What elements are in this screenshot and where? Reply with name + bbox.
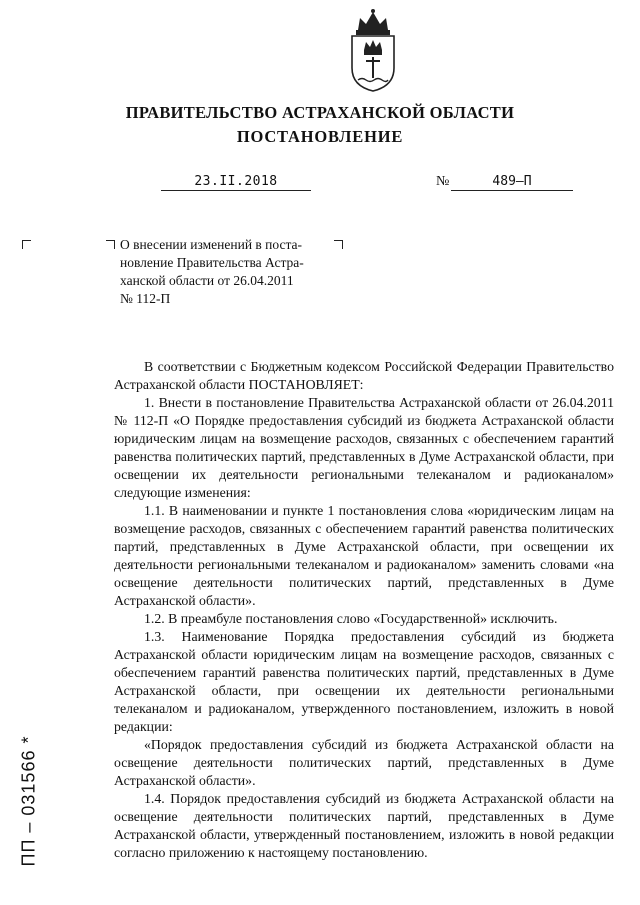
subject-line: ханской области от 26.04.2011	[120, 273, 294, 288]
paragraph-preamble: В соответствии с Бюджетным кодексом Российской Федерации Правительство Астраханской области ПОСТАНОВЛЯЕТ:	[114, 359, 614, 392]
paragraph-item-1-3: 1.3. Наименование Порядка предоставления субсидий из бюджета Астраханской области юридическим лицам на возмещение расходов, связанных с обеспечением гарантий равенства политических партий, представленных в Думе Астраханской области, при освещении их деятельности региональными телеканалом и радиоканалом, утвержденного постановлением, изложить в новой редакции:	[114, 629, 614, 734]
subject-line: О внесении изменений в поста-	[120, 237, 303, 252]
number-sign: №	[436, 174, 450, 189]
paragraph-quote: «Порядок предоставления субсидий из бюджета Астраханской области на освещение деятельности политических партий, представленных в Думе Астраханской области».	[114, 737, 614, 788]
side-registration-code	[14, 706, 44, 896]
organization-title: ПРАВИТЕЛЬСТВО АСТРАХАНСКОЙ ОБЛАСТИ	[125, 103, 515, 122]
paragraph-item-1-2: 1.2. В преамбуле постановления слово «Государственной» исключить.	[144, 611, 558, 626]
document-subject	[120, 236, 334, 308]
subject-line: новление Правительства Астра-	[120, 255, 304, 270]
side-code-text: ПП – 031566 *	[18, 735, 39, 867]
document-number: 489–П	[451, 173, 573, 191]
corner-mark-subject-left	[106, 240, 115, 249]
corner-mark-subject-right	[334, 240, 343, 249]
document-type: ПОСТАНОВЛЕНИЕ	[236, 127, 404, 146]
corner-mark-left	[22, 240, 31, 249]
subject-line: № 112-П	[120, 291, 171, 306]
document-body	[114, 358, 614, 862]
coat-of-arms-icon	[340, 6, 406, 92]
paragraph-item-1-4: 1.4. Порядок предоставления субсидий из бюджета Астраханской области на освещение деятельности политических партий, представленных в Думе Астраханской области, утвержденный постановлением, изложить в новой редакции согласно приложению к настоящему постановлению.	[114, 791, 614, 860]
paragraph-item-1: 1. Внести в постановление Правительства Астраханской области от 26.04.2011 № 112-П «О Порядке предоставления субсидий из бюджета Астраханской области юридическим лицам на возмещение расходов, связанных с обеспечением гарантий равенства политических партий, представленных в Думе Астраханской области, при освещении их деятельности региональными телеканалом и радиоканалом» следующие изменения:	[114, 395, 614, 500]
document-date: 23.II.2018	[161, 173, 311, 191]
paragraph-item-1-1: 1.1. В наименовании и пункте 1 постановления слова «юридическим лицам на возмещение расходов, связанных с обеспечением гарантий равенства политических партий, представленных в Думе Астраханской области, при освещении их деятельности региональными телеканалом и радиоканалом» заменить словами «на освещение деятельности политических партий, представленных в Думе Астраханской области».	[114, 503, 614, 608]
